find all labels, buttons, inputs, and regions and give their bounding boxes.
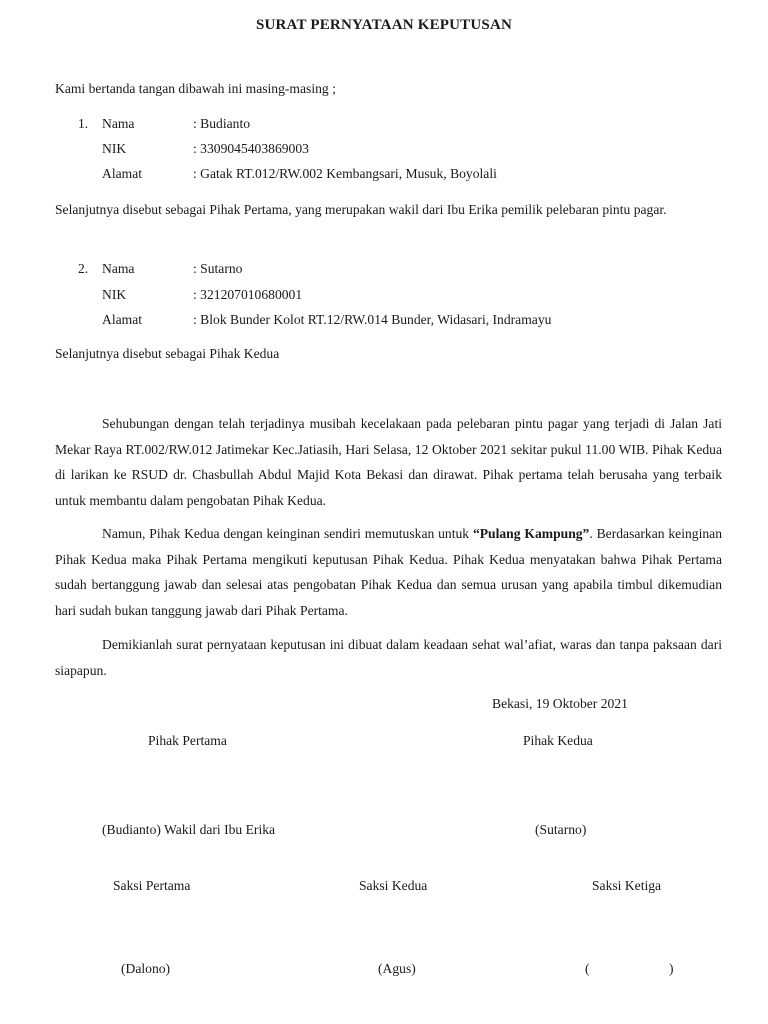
document-title: SURAT PERNYATAAN KEPUTUSAN bbox=[255, 17, 513, 33]
party-1-address-label: Alamat bbox=[102, 166, 143, 181]
body-paragraph-3: Demikianlah surat pernyataan keputusan ini dibuat dalam keadaan sehat wal’afiat, waras dan tanpa paksaan dari siapapun. bbox=[55, 637, 722, 678]
party-2-nik-label: NIK bbox=[102, 287, 127, 302]
witness-2-label: Saksi Kedua bbox=[359, 878, 428, 893]
witness-1-signer: (Dalono) bbox=[121, 961, 171, 976]
first-party-label: Pihak Pertama bbox=[148, 733, 227, 748]
paragraph-2-end: . Berdasarkan keinginan Pihak Kedua maka Pihak Pertama mengikuti keputusan Pihak Kedua. Pihak Kedua menyatakan bahwa Pihak Pertama sudah bertanggung jawab dan selesai atas pengobatan Pihak Kedua dan semua urusan yang apabila timbul dikemudian hari sudah bukan tanggung jawab dari Pihak Pertama. bbox=[55, 526, 722, 618]
second-party-label: Pihak Kedua bbox=[523, 733, 593, 748]
body-paragraph-2 bbox=[55, 521, 722, 623]
body-paragraph-1: Sehubungan dengan telah terjadinya musibah kecelakaan pada pelebaran pintu pagar yang terjadi di Jalan Jati Mekar Raya RT.002/RW.012 Jatimekar Kec.Jatiasih, Hari Selasa, 12 Oktober 2021 sekitar pukul 11.00 WIB. Pihak Kedua di larikan ke RSUD dr. Chasbullah Abdul Majid Kota Bekasi dan dirawat. Pihak pertama telah berusaha yang terbaik untuk membantu dalam pengobatan Pihak Kedua. bbox=[55, 416, 722, 508]
witness-3-open-paren: ( bbox=[585, 961, 590, 976]
second-party-signer: (Sutarno) bbox=[535, 822, 587, 837]
party-1-number: 1. bbox=[78, 116, 89, 131]
intro-text: Kami bertanda tangan dibawah ini masing-masing ; bbox=[55, 81, 336, 96]
party-2-number: 2. bbox=[78, 261, 89, 276]
witness-3-close-paren: ) bbox=[669, 961, 674, 976]
party-2-address-value: : Blok Bunder Kolot RT.12/RW.014 Bunder, Widasari, Indramayu bbox=[193, 312, 552, 327]
witness-3-label: Saksi Ketiga bbox=[592, 878, 662, 893]
party-2-name-value: : Sutarno bbox=[193, 261, 243, 276]
party-1-nik-label: NIK bbox=[102, 141, 127, 156]
pulang-kampung-emphasis: “Pulang Kampung” bbox=[472, 526, 590, 541]
witness-1-label: Saksi Pertama bbox=[113, 878, 191, 893]
paragraph-2-start: Namun, Pihak Kedua dengan keinginan sendiri memutuskan untuk bbox=[102, 526, 473, 541]
party-1-address-value: : Gatak RT.012/RW.002 Kembangsari, Musuk, Boyolali bbox=[193, 166, 497, 181]
place-date: Bekasi, 19 Oktober 2021 bbox=[492, 696, 628, 711]
first-party-signer: (Budianto) Wakil dari Ibu Erika bbox=[102, 822, 276, 837]
party-2-address-label: Alamat bbox=[102, 312, 143, 327]
party-2-note: Selanjutnya disebut sebagai Pihak Kedua bbox=[55, 346, 280, 361]
party-2-name-label: Nama bbox=[102, 261, 135, 276]
party-2-nik-value: : 321207010680001 bbox=[193, 287, 303, 302]
party-1-note: Selanjutnya disebut sebagai Pihak Pertama, yang merupakan wakil dari Ibu Erika pemilik pelebaran pintu pagar. bbox=[55, 202, 667, 217]
party-1-nik-value: : 3309045403869003 bbox=[193, 141, 309, 156]
party-1-name-value: : Budianto bbox=[193, 116, 251, 131]
witness-2-signer: (Agus) bbox=[378, 961, 416, 976]
party-1-name-label: Nama bbox=[102, 116, 135, 131]
